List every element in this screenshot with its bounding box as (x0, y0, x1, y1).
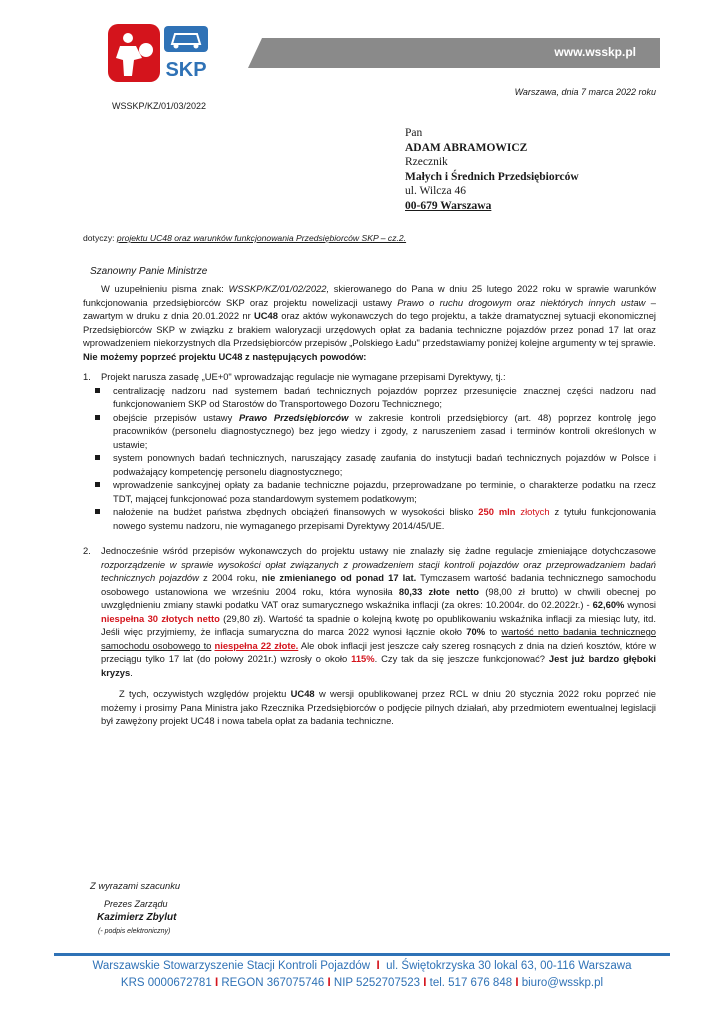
signature-name: Kazimierz Zbylut (97, 912, 177, 923)
recipient-title: Rzecznik (405, 156, 448, 168)
intro-ref: WSSKP/KZ/01/02/2022, (228, 283, 330, 294)
section-heading: Nie możemy poprzeć projektu UC48 z następujących powodów: (83, 350, 367, 362)
bullet-currency: złotych (515, 506, 550, 517)
bullet-item: centralizację nadzoru nad systemem badań technicznych pojazdów poprzez przesunięcie znacznej części nadzoru nad funkcjonowaniem SKP od Starostów do Transportowego Dozoru Technicznego; (113, 384, 656, 409)
item-1-bullets (83, 384, 656, 533)
footer-krs: KRS 0000672781 (120, 977, 212, 989)
recipient-city: 00-679 Warszawa (405, 199, 492, 212)
footer-phone[interactable]: tel. 517 676 848 (429, 977, 513, 989)
footer-email[interactable]: biuro@wsskp.pl (521, 977, 604, 989)
conclusion-paragraph: Z tych, oczywistych względów projektu UC48 w wersji opublikowanej przez RCL w dniu 20 stycznia 2022 roku poprzeć nie możemy i prosimy Pana Ministra jako Rzecznika Przedsiębiorców o podjęcie pilnych działań, aby przedmiotem ewentualnej legislacji był zawężony projekt UC48 i nowa tabela opłat za badania techniczne. (101, 688, 656, 726)
list-item-2 (83, 544, 656, 679)
bullet-text: w zakresie kontroli przedsiębiorcy (art. 48) poprzez kontrolę jego pracowników (personelu diagnostycznego) bez jego wiedzy i zgody, z naruszeniem zasad i terminów kontroli określonych w ustawie; (113, 411, 656, 450)
skp-logo (108, 24, 212, 82)
bullet-amount: 250 mln (478, 506, 516, 517)
intro-text: skierowanego do Pana w dniu 25 lutego 2022 roku w sprawie warunków funkcjonowania przedsiębiorców SKP oraz projektu nowelizacji ustawy (83, 283, 656, 308)
regarding-label: dotyczy: (83, 233, 115, 243)
bullet-law: Prawo Przedsiębiorców (239, 411, 349, 423)
list-item-1 (83, 370, 656, 532)
bullet-item (113, 505, 656, 532)
footer-regon: REGON 367075746 (221, 977, 325, 989)
bullet-item: system ponownych badań technicznych, naruszający zasadę zaufania do instytucji badań technicznych pojazdów w Polsce i podważający kompetencję personelu diagnostycznego; (113, 452, 656, 477)
greeting: Szanowny Panie Ministrze (90, 266, 208, 277)
footer-org: Warszawskie Stowarzyszenie Stacji Kontroli Pojazdów (92, 960, 371, 972)
footer-separator: I (214, 977, 219, 989)
signature-position: Prezes Zarządu (104, 899, 168, 909)
bullet-text: z tytułu funkcjonowania nowego systemu nadzoru, nie wymaganego przepisami Dyrektywy 2014/45/UE. (113, 506, 656, 531)
website-link[interactable]: www.wsskp.pl (554, 45, 636, 59)
bullet-item: wprowadzenie sankcyjnej opłaty za badanie techniczne pojazdu, przeprowadzane po terminie, o charakterze podatku na rzecz TDT, mającej funkcjonować poza standardowym systemem podatkowym; (113, 479, 656, 504)
regarding-text: projektu UC48 oraz warunków funkcjonowania Przedsiębiorców SKP – cz.2. (116, 233, 407, 243)
letter-body (83, 282, 656, 728)
item-number: 2. (83, 545, 91, 556)
intro-uc48: UC48 (254, 310, 278, 321)
footer-nip: NIP 5252707523 (333, 977, 421, 989)
intro-paragraph (83, 282, 656, 350)
recipient-block (405, 126, 579, 213)
intro-text: W uzupełnieniu pisma znak: (101, 283, 229, 294)
regarding-line (83, 233, 406, 243)
logo-text: SKP (165, 59, 207, 81)
recipient-salutation: Pan (405, 127, 423, 139)
footer-separator: I (376, 960, 380, 972)
recipient-street: ul. Wilcza 46 (405, 185, 466, 197)
bullet-text: nałożenie na budżet państwa zbędnych obciążeń finansowych w wysokości blisko (113, 506, 479, 517)
footer-divider (54, 953, 670, 956)
recipient-name: ADAM ABRAMOWICZ (405, 141, 528, 154)
item-1-text: Projekt narusza zasadę „UE+0" wprowadzając regulacje nie wymagane przepisami Dyrektywy, tj.: (101, 371, 506, 382)
closing-text: Z wyrazami szacunku (90, 880, 181, 891)
footer-registry-line (0, 977, 724, 989)
letter-date: Warszawa, dnia 7 marca 2022 roku (514, 87, 656, 97)
reference-number: WSSKP/KZ/01/03/2022 (112, 101, 207, 111)
footer-address: ul. Świętokrzyska 30 lokal 63, 00-116 Warszawa (386, 960, 632, 972)
intro-law: Prawo o ruchu drogowym oraz niektórych innych ustaw (397, 296, 646, 308)
signature-note: (- podpis elektroniczny) (98, 928, 171, 935)
recipient-office: Małych i Średnich Przedsiębiorców (405, 170, 579, 183)
item-number: 1. (83, 371, 91, 382)
footer-separator: I (423, 977, 427, 989)
bullet-item (113, 411, 656, 452)
item-2-text: Jednocześnie wśród przepisów wykonawczych do projektu ustawy nie znalazły się żadne regulacje zmieniające dotychczasowe rozporządzenie w sprawie wysokości opłat związanych z prowadzeniem stacji kontroli pojazdów oraz przeprowadzaniem badań technicznych pojazdów z 2004 roku, nie zmienianego od ponad 17 lat. Tymczasem wartość badania technicznego samochodu osobowego ustanowiona we wrześniu 2004 roku, która wynosiła 80,33 złote netto (98,00 zł brutto) w chwili obecnej po uwzględnieniu zmiany stawki podatku VAT oraz sumarycznego wskaźnika inflacji (za okres: 10.2004r. do 02.2022r.) - 62,60% wynosi niespełna 30 złotych netto (29,80 zł). Wartość ta spadnie o kolejną kwotę po opublikowaniu wskaźnika inflacji za miesiąc luty, itd. Jeśli więc przyjmiemy, że inflacja sumaryczna do marca 2022 wynosi łącznie około 70% to wartość netto badania technicznego samochodu osobowego to niespełna 22 złote. Ale obok inflacji jest jeszcze cały szereg rosnących z dnia na dzień kosztów, które w przeciągu tylko 17 lat (do połowy 2021r.) wzrosły o około 115%. Czy tak da się jeszcze funkcjonować? Jest już bardzo głęboki kryzys. (101, 545, 657, 678)
footer-separator: I (327, 977, 331, 989)
intro-text: oraz aktów wykonawczych do tego projektu, a także dramatycznej sytuacji ekonomicznej Przedsiębiorców SKP w związku z brakiem waloryzacji urzędowych opłat za badania techniczne pojazdów przez ponad 17 lat oraz wprowadzeniem niekorzystnych dla Przedsiębiorców przepisów „Polskiego Ładu" przedstawiamy poniżej kolejne argumenty w tej sprawie. (83, 310, 656, 348)
bullet-text: obejście przepisów ustawy (113, 411, 239, 423)
footer-address-line (0, 960, 724, 972)
intro-text: – zawartym w druku z dnia 20.01.2022 nr (83, 296, 656, 321)
footer-separator: I (515, 977, 519, 989)
